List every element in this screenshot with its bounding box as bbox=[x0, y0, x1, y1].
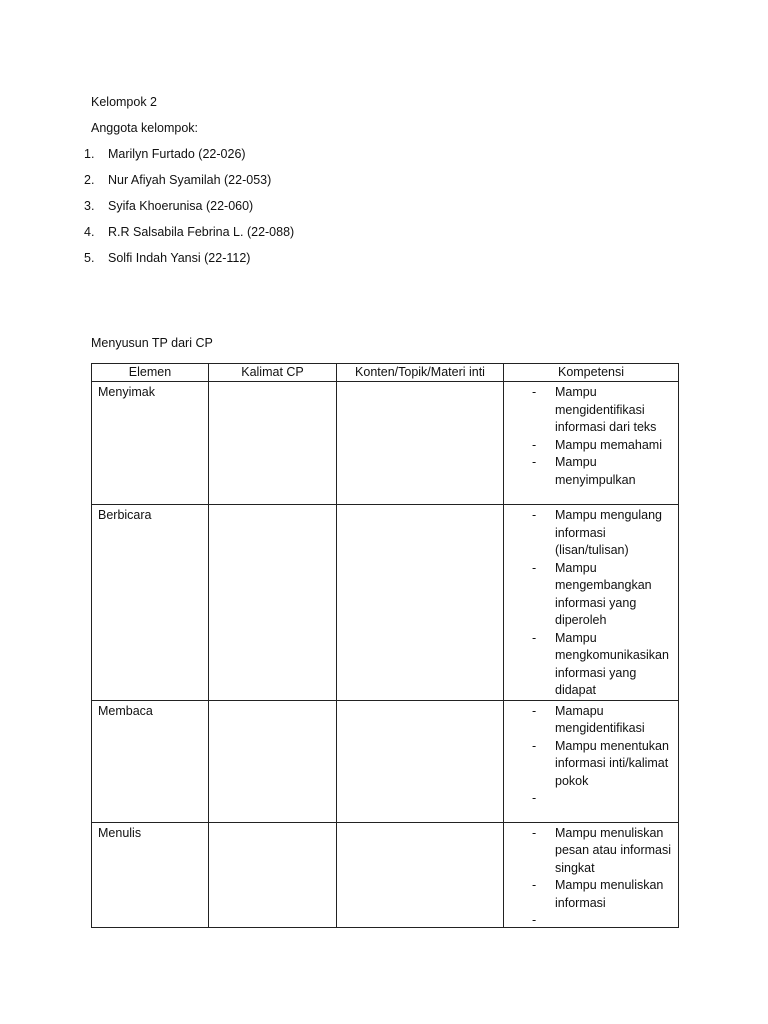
member-number: 5. bbox=[84, 251, 95, 265]
kompetensi-item: - Mampu mengembangkan informasi yang diperoleh bbox=[532, 560, 652, 627]
table-row bbox=[92, 382, 679, 505]
kompetensi-item: - Mampu menyimpulkan bbox=[532, 455, 636, 487]
group-title: Kelompok 2 bbox=[91, 95, 158, 109]
cell-kalimat-cp bbox=[209, 700, 337, 822]
kompetensi-list: - Mamapu mengidentifikasi - Mampu menentukan informasi inti/kalimat pokok - bbox=[504, 701, 678, 791]
cell-konten bbox=[337, 700, 504, 822]
cell-kalimat-cp bbox=[209, 505, 337, 701]
member-number: 2. bbox=[84, 173, 95, 187]
kompetensi-list: - Mampu menuliskan pesan atau informasi singkat - Mampu menuliskan informasi - bbox=[504, 823, 678, 913]
cell-elemen: Berbicara bbox=[92, 505, 209, 701]
kompetensi-item: - Mampu menuliskan pesan atau informasi singkat bbox=[532, 825, 672, 875]
member-name: R.R Salsabila Febrina L. (22-088) bbox=[108, 225, 295, 239]
kompetensi-item: - Mampu menentukan informasi inti/kalimat pokok bbox=[532, 738, 669, 788]
table-row bbox=[92, 700, 679, 822]
kompetensi-text: Mampu menuliskan pesan atau informasi singkat bbox=[555, 825, 672, 875]
kompetensi-text: Mampu menyimpulkan bbox=[555, 455, 636, 487]
table-row bbox=[92, 505, 679, 701]
header-kompetensi: Kompetensi bbox=[504, 364, 679, 382]
cell-kompetensi bbox=[504, 505, 679, 701]
kompetensi-list bbox=[504, 505, 678, 700]
member-number: 1. bbox=[84, 147, 95, 161]
kompetensi-item: - Mampu menuliskan informasi bbox=[532, 878, 664, 910]
member-name: Nur Afiyah Syamilah (22-053) bbox=[108, 173, 272, 187]
member-item bbox=[84, 250, 294, 276]
member-name: Syifa Khoerunisa (22-060) bbox=[108, 199, 254, 213]
member-item bbox=[84, 224, 294, 250]
table-header-row bbox=[92, 364, 679, 382]
table-row bbox=[92, 822, 679, 927]
table-title: Menyusun TP dari CP bbox=[91, 336, 213, 350]
member-number: 4. bbox=[84, 225, 95, 239]
member-name: Marilyn Furtado (22-026) bbox=[108, 147, 246, 161]
member-list bbox=[84, 146, 294, 276]
cp-table bbox=[91, 363, 679, 928]
kompetensi-item: - Mampu mengkomunikasikan informasi yang didapat bbox=[532, 630, 669, 697]
kompetensi-item: - Mampu memahami bbox=[532, 437, 662, 452]
cell-elemen: Menulis bbox=[92, 822, 209, 927]
member-item bbox=[84, 146, 294, 172]
member-number: 3. bbox=[84, 199, 95, 213]
kompetensi-text: Mamapu mengidentifikasi bbox=[555, 703, 645, 735]
cell-kalimat-cp bbox=[209, 822, 337, 927]
cell-kompetensi bbox=[504, 382, 679, 505]
kompetensi-text: Mampu menuliskan informasi bbox=[555, 878, 664, 910]
kompetensi-item: - Mampu mengulang informasi (lisan/tulisan) bbox=[532, 508, 663, 557]
kompetensi-text: Mampu mengulang informasi (lisan/tulisan) bbox=[555, 508, 663, 557]
header-konten: Konten/Topik/Materi inti bbox=[337, 364, 504, 382]
kompetensi-item: - Mampu mengidentifikasi informasi dari teks bbox=[532, 385, 657, 434]
kompetensi-text: Mampu menentukan informasi inti/kalimat pokok bbox=[555, 738, 669, 788]
member-item bbox=[84, 172, 294, 198]
member-name: Solfi Indah Yansi (22-112) bbox=[108, 251, 251, 265]
kompetensi-text: Mampu mengembangkan informasi yang diperoleh bbox=[555, 560, 652, 627]
cell-konten bbox=[337, 822, 504, 927]
members-label: Anggota kelompok: bbox=[91, 121, 199, 135]
kompetensi-text: Mampu memahami bbox=[555, 437, 662, 452]
member-item bbox=[84, 198, 294, 224]
kompetensi-list bbox=[504, 382, 678, 489]
cell-konten bbox=[337, 505, 504, 701]
cell-elemen: Menyimak bbox=[92, 382, 209, 505]
cell-konten bbox=[337, 382, 504, 505]
header-kalimat-cp: Kalimat CP bbox=[209, 364, 337, 382]
cell-kalimat-cp bbox=[209, 382, 337, 505]
cell-kompetensi bbox=[504, 822, 679, 927]
kompetensi-text: Mampu mengidentifikasi informasi dari teks bbox=[555, 385, 657, 434]
kompetensi-text: Mampu mengkomunikasikan informasi yang didapat bbox=[555, 630, 669, 697]
header-elemen: Elemen bbox=[92, 364, 209, 382]
kompetensi-item: - Mamapu mengidentifikasi bbox=[532, 703, 645, 735]
cell-elemen: Membaca bbox=[92, 700, 209, 822]
cell-kompetensi bbox=[504, 700, 679, 822]
